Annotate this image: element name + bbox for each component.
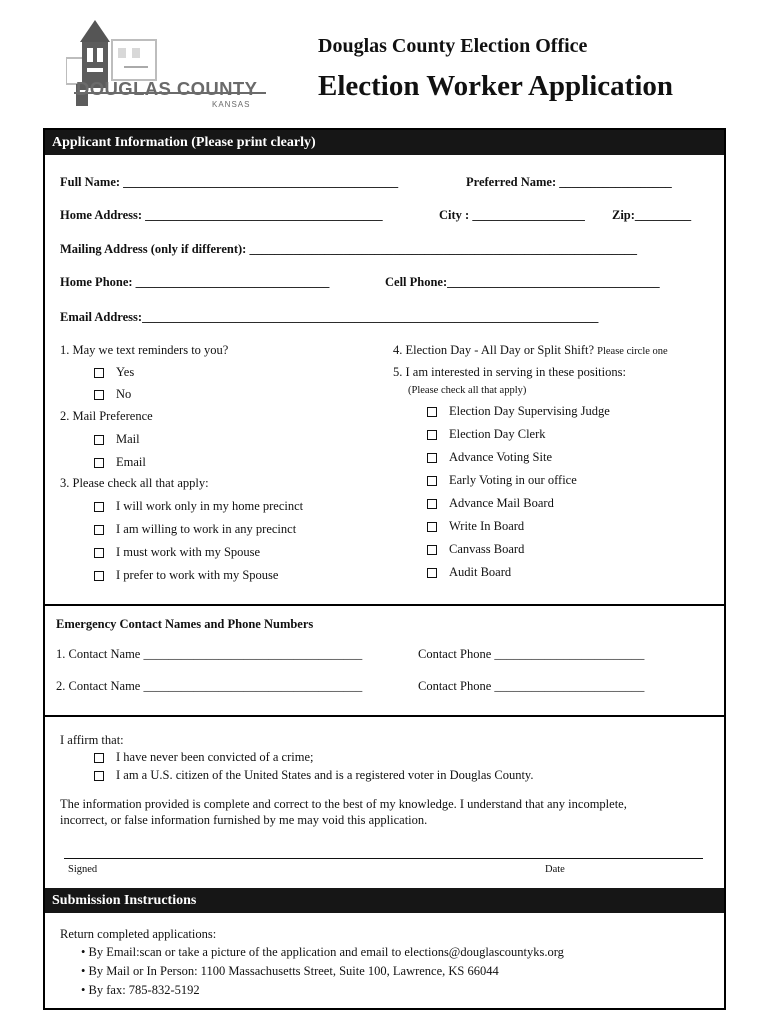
checkbox-supervising-judge[interactable]: Election Day Supervising Judge [427, 404, 610, 419]
question-election-day-shift: 4. Election Day - All Day or Split Shift? Please circle one [393, 343, 668, 357]
cell-phone-field[interactable]: Cell Phone:__________________________________ [385, 275, 660, 289]
home-phone-field[interactable]: Home Phone: _______________________________ [60, 275, 330, 289]
checkbox-early-voting[interactable]: Early Voting in our office [427, 473, 577, 488]
checkbox-advance-mail-board[interactable]: Advance Mail Board [427, 496, 554, 511]
home-address-field[interactable]: Home Address: ______________________________________ [60, 208, 383, 222]
logo-wordmark: DOUGLAS COUNTY [76, 78, 258, 99]
checkbox-icon[interactable] [94, 548, 104, 558]
preferred-name-field[interactable]: Preferred Name: __________________ [466, 175, 672, 189]
question-text-reminders: 1. May we text reminders to you? [60, 343, 229, 357]
question-check-all: 3. Please check all that apply: [60, 476, 209, 490]
submission-email: • By Email:scan or take a picture of the application and email to elections@douglascountyks.org [81, 945, 564, 959]
submission-fax: • By fax: 785-832-5192 [81, 983, 200, 997]
contact1-name-field[interactable]: 1. Contact Name ___________________________________ [56, 647, 363, 661]
email-address-field[interactable]: Email Address:_________________________________________________________________________ [60, 310, 599, 324]
checkbox-icon[interactable] [94, 502, 104, 512]
question-mail-preference: 2. Mail Preference [60, 409, 153, 423]
affirm-statement-line2: incorrect, or false information furnished by me may void this application. [60, 813, 428, 827]
checkbox-icon[interactable] [94, 525, 104, 535]
checkbox-icon[interactable] [94, 435, 104, 445]
form-title: Election Worker Application [318, 70, 674, 102]
contact1-phone-field[interactable]: Contact Phone ________________________ [418, 647, 645, 661]
full-name-field[interactable]: Full Name: ____________________________________________ [60, 175, 399, 189]
checkbox-advance-voting-site[interactable]: Advance Voting Site [427, 450, 552, 465]
checkbox-icon[interactable] [94, 753, 104, 763]
submission-mail: • By Mail or In Person: 1100 Massachusetts Street, Suite 100, Lawrence, KS 66044 [81, 964, 499, 978]
checkbox-prefer-spouse[interactable]: I prefer to work with my Spouse [94, 568, 278, 583]
checkbox-no-conviction[interactable]: I have never been convicted of a crime; [94, 750, 313, 765]
zip-field[interactable]: Zip:_________ [612, 208, 692, 222]
checkbox-icon[interactable] [427, 453, 437, 463]
checkbox-icon[interactable] [94, 458, 104, 468]
emergency-heading: Emergency Contact Names and Phone Numbers [56, 617, 314, 631]
affirm-intro: I affirm that: [60, 733, 124, 747]
submission-intro: Return completed applications: [60, 927, 217, 941]
checkbox-icon[interactable] [427, 476, 437, 486]
signature-line[interactable] [64, 858, 703, 859]
signed-label: Signed [68, 864, 98, 875]
checkbox-text-no[interactable]: No [94, 387, 131, 402]
checkbox-icon[interactable] [427, 545, 437, 555]
county-logo [66, 18, 270, 110]
date-label: Date [545, 864, 565, 875]
contact2-name-field[interactable]: 2. Contact Name ___________________________________ [56, 679, 363, 693]
check-all-note: (Please check all that apply) [408, 385, 527, 396]
checkbox-any-precinct[interactable]: I am willing to work in any precinct [94, 522, 296, 537]
office-title: Douglas County Election Office [318, 35, 588, 57]
checkbox-icon[interactable] [94, 368, 104, 378]
checkbox-us-citizen[interactable]: I am a U.S. citizen of the United States and is a registered voter in Douglas County. [94, 768, 534, 783]
checkbox-mail[interactable]: Mail [94, 432, 140, 447]
section-divider [45, 604, 724, 606]
checkbox-icon[interactable] [427, 522, 437, 532]
submission-section-header: Submission Instructions [45, 888, 724, 913]
section-divider [45, 715, 724, 717]
checkbox-email[interactable]: Email [94, 455, 146, 470]
checkbox-icon[interactable] [427, 568, 437, 578]
question-positions: 5. I am interested in serving in these positions: [393, 365, 626, 379]
checkbox-election-day-clerk[interactable]: Election Day Clerk [427, 427, 546, 442]
checkbox-must-spouse[interactable]: I must work with my Spouse [94, 545, 260, 560]
checkbox-audit-board[interactable]: Audit Board [427, 565, 511, 580]
circle-one-note: Please circle one [597, 346, 668, 357]
checkbox-icon[interactable] [94, 571, 104, 581]
checkbox-write-in-board[interactable]: Write In Board [427, 519, 524, 534]
checkbox-home-precinct[interactable]: I will work only in my home precinct [94, 499, 303, 514]
application-form [43, 128, 726, 1010]
mailing-address-field[interactable]: Mailing Address (only if different): ______________________________________________________________ [60, 242, 637, 256]
checkbox-icon[interactable] [427, 499, 437, 509]
checkbox-icon[interactable] [427, 407, 437, 417]
affirm-statement-line1: The information provided is complete and correct to the best of my knowledge. I understand that any incomplete, [60, 797, 627, 811]
checkbox-icon[interactable] [94, 771, 104, 781]
checkbox-icon[interactable] [94, 390, 104, 400]
city-field[interactable]: City : __________________ [439, 208, 585, 222]
checkbox-canvass-board[interactable]: Canvass Board [427, 542, 524, 557]
checkbox-text-yes[interactable]: Yes [94, 365, 134, 380]
contact2-phone-field[interactable]: Contact Phone ________________________ [418, 679, 645, 693]
checkbox-icon[interactable] [427, 430, 437, 440]
logo-subtext: KANSAS [212, 100, 251, 109]
applicant-section-header: Applicant Information (Please print clearly) [45, 130, 724, 155]
